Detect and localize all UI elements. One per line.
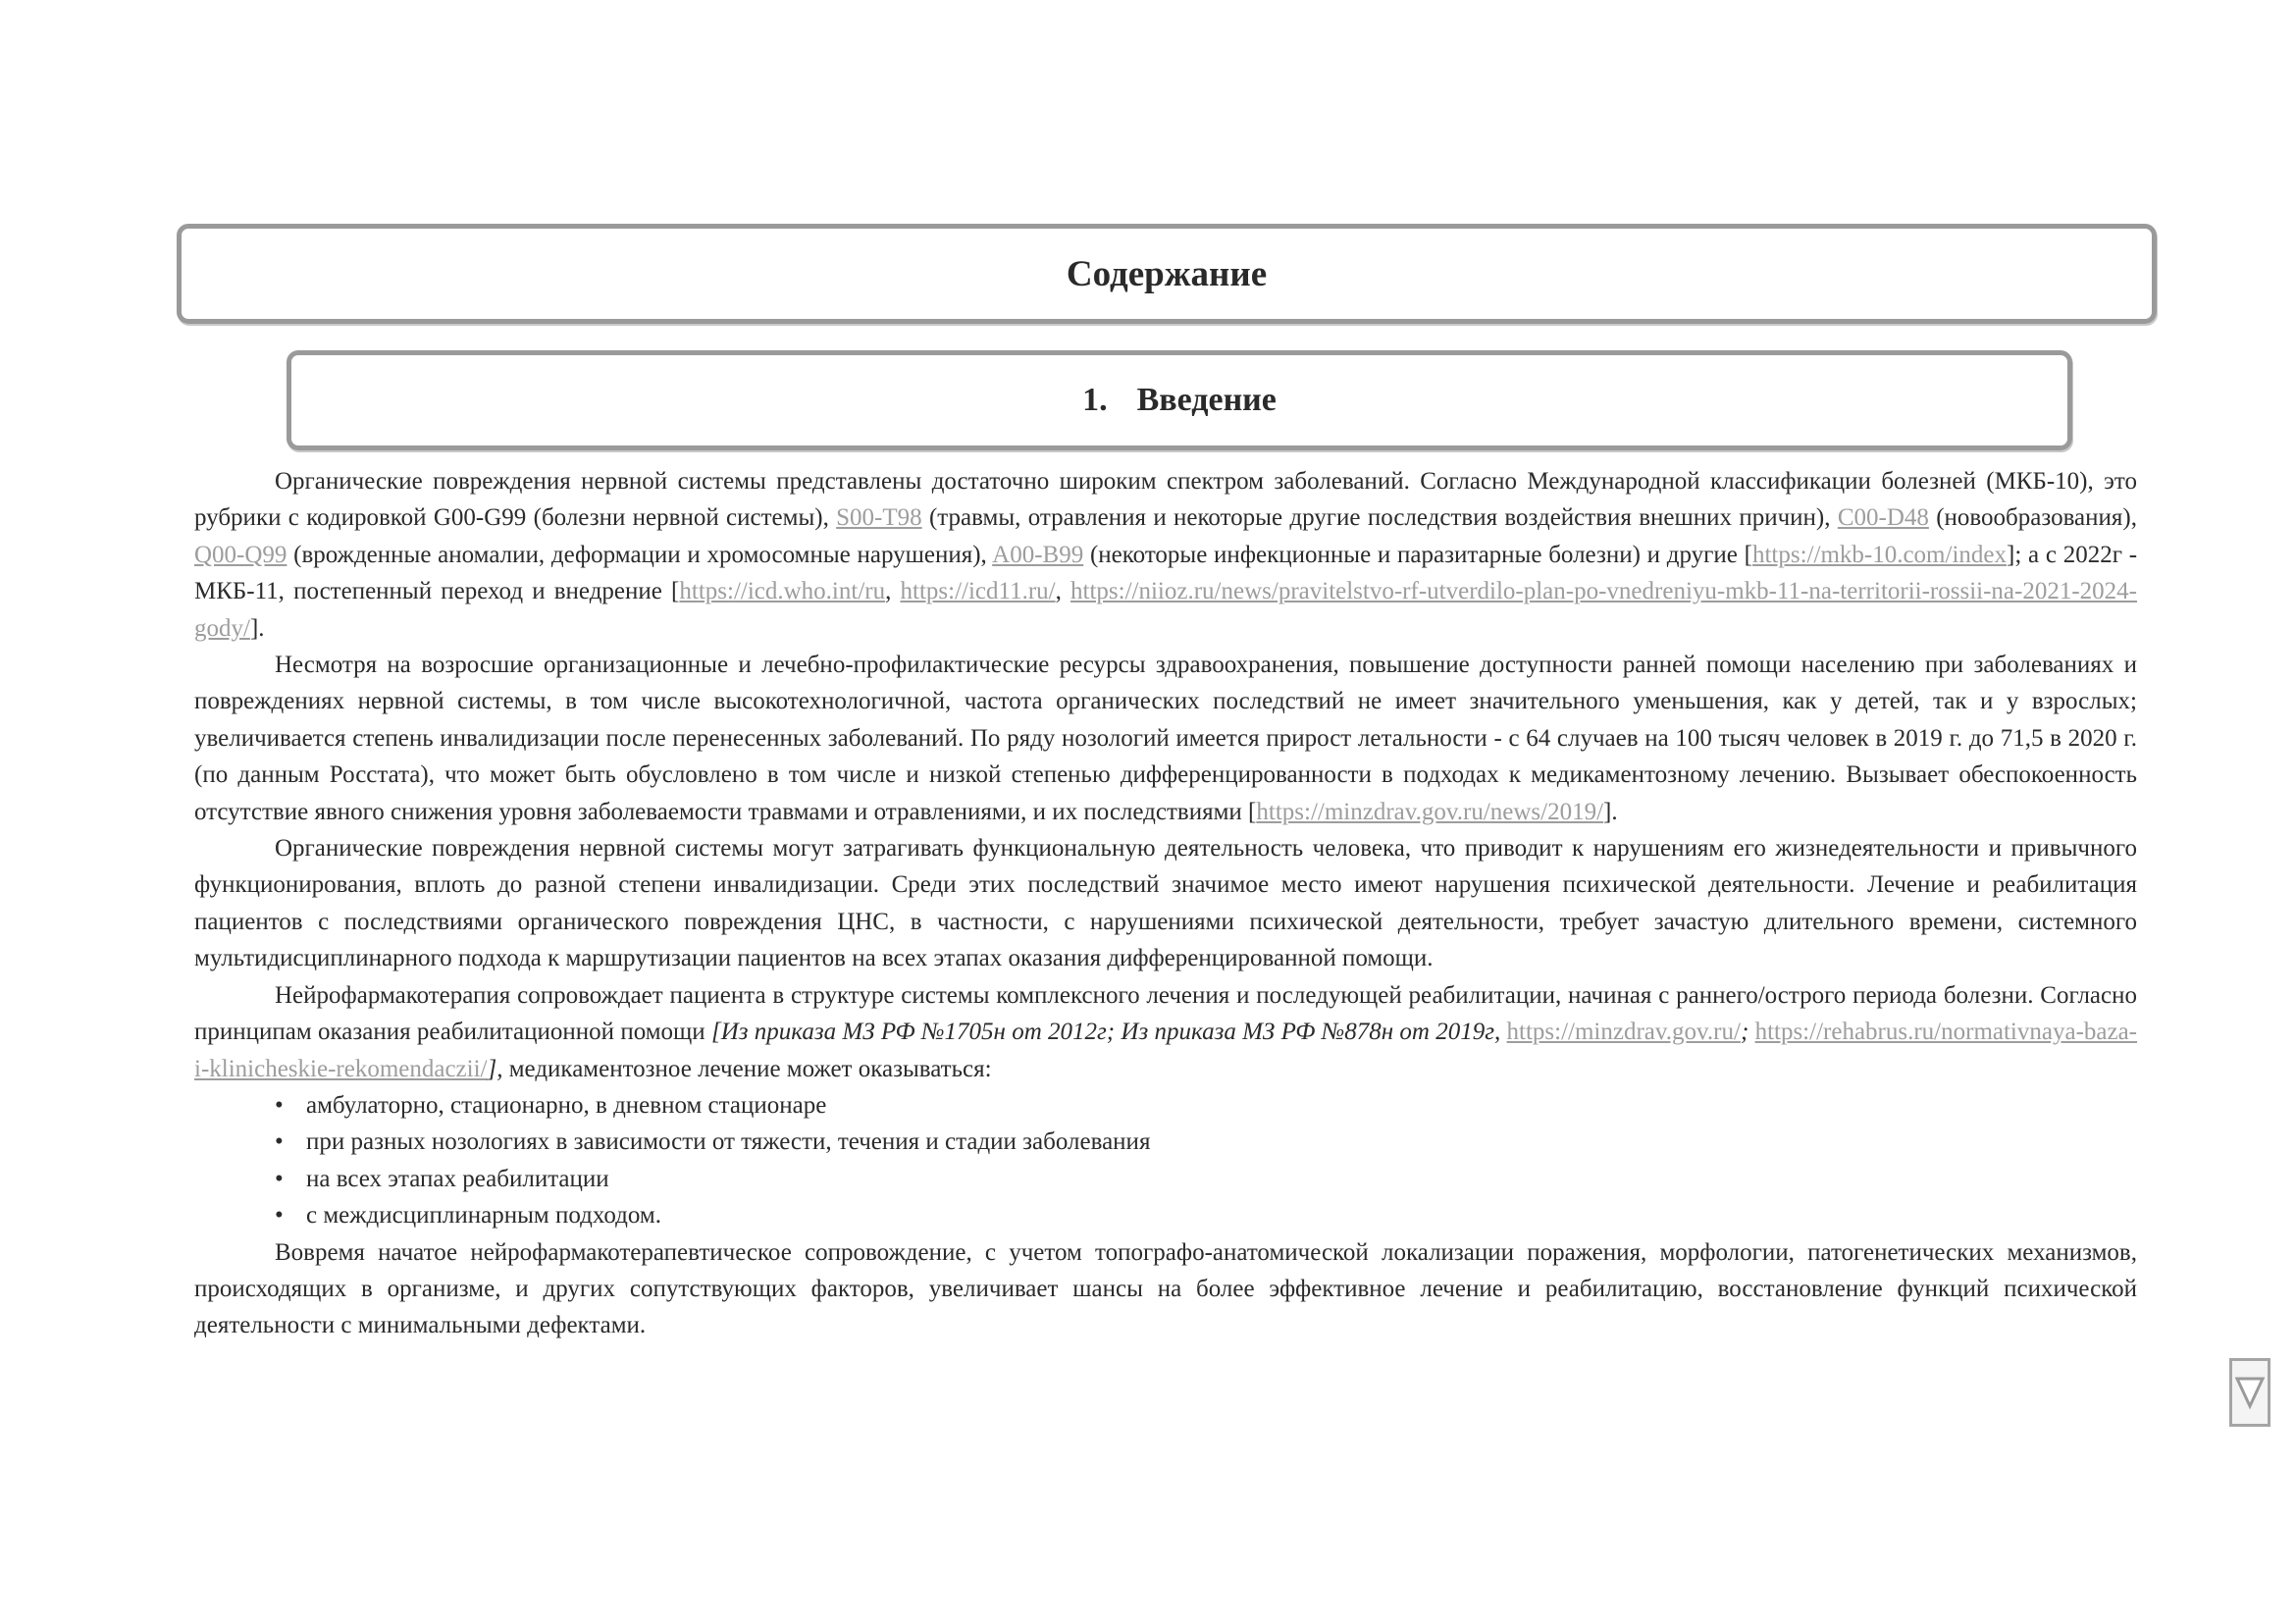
text-run: Органические повреждения нервной системы представлены достаточно широким спектром заболеваний. Согласно Международной классификации болезней (МКБ-10), это рубрики с кодировкой G00-G99 (болезни нервной системы), [194,468,2137,532]
link-a00-b99[interactable]: A00-B99 [992,541,1084,568]
link-icd-who[interactable]: https://icd.who.int/ru [679,578,886,605]
text-run: Нейрофармакотерапия сопровождает пациента в структуре системы комплексного лечения и последующей реабилитации, начиная с раннего/острого периода болезни. Согласно принципам оказания реабилитационной помощи [194,981,2137,1046]
bullet-list [194,1087,2137,1234]
triangle-down-icon [2234,1373,2266,1412]
section-header-box [287,350,2072,450]
document-body [194,463,2137,1344]
section-number: 1. [1082,382,1108,418]
paragraph-statistics [194,647,2137,830]
link-minzdrav[interactable]: https://minzdrav.gov.ru/ [1506,1019,1741,1046]
paragraph-conclusion: Вовремя начатое нейрофармакотерапевтическое сопровождение, с учетом топографо-анатомической локализации поражения, морфологии, патогенетических механизмов, происходящих в организме, и других сопутствующих факторов, увеличивает шансы на более эффективное лечение и реабилитацию, восстановление функций психической деятельности с минимальными дефектами. [194,1238,2137,1339]
text-run: (травмы, отравления и некоторые другие последствия воздействия внешних причин), [921,504,1838,532]
link-c00-d48[interactable]: C00-D48 [1837,504,1929,532]
text-run: Несмотря на возросшие организационные и лечебно-профилактические ресурсы здравоохранения, повышение доступности ранней помощи населению при заболеваниях и повреждениях нервной системы, в том числе высокотехнологичной, частота органических последствий не имеет значительного уменьшения, как у детей, так и у взрослых; увеличивается степень инвалидизации после перенесенных заболеваний. По ряду нозологий имеется прирост летальности - с 64 случаев на 100 тысяч человек в 2019 г. до 71,5 в 2020 г. (по данным Росстата), что может быть обусловлено в том числе и низкой степенью дифференцированности в подходах к медикаментозному лечению. Вызывает обеспокоенность отсутствие явного снижения уровня заболеваемости травмами и отравлениями, и их последствиями [ [194,652,2137,825]
text-run: ]. [1603,798,1618,825]
text-run: (врожденные аномалии, деформации и хромосомные нарушения), [287,541,993,568]
page-title: Содержание [1066,253,1268,294]
italic-run: ; [1740,1019,1755,1046]
text-run: ]; а с 2022г - МКБ-11, постепенный переход и внедрение [ [194,541,2138,605]
italic-run: ], [487,1055,503,1082]
text-run: (новообразования), [1928,504,2137,532]
text-run: , [1055,578,1071,605]
text-run: , [885,578,901,605]
list-item: • с междисциплинарным подходом. [275,1197,2137,1233]
paragraph-consequences: Органические повреждения нервной системы могут затрагивать функциональную деятельность человека, что приводит к нарушениям его жизнедеятельности и привычного функционирования, вплоть до разной степени инвалидизации. Среди этих последствий значимое место имеют нарушения психической деятельности. Лечение и реабилитация пациентов с последствиями органического повреждения ЦНС, в частности, с нарушениями психической деятельности, требует зачастую длительного времени, системного мультидисциплинарного подхода к маршрутизации пациентов на всех этапах оказания дифференцированной помощи. [194,835,2137,972]
link-q00-q99[interactable]: Q00-Q99 [194,541,287,568]
contents-header-box [177,224,2157,324]
italic-run: [Из приказа МЗ РФ №1705н от 2012г; Из приказа МЗ РФ №878н от 2019г, [710,1019,1507,1046]
list-item: • при разных нозологиях в зависимости от тяжести, течения и стадии заболевания [275,1124,2137,1160]
text-run: ]. [249,614,265,642]
section-title [1082,382,1277,419]
text-run: медикаментозное лечение может оказываться: [502,1055,992,1082]
scroll-down-button[interactable] [2229,1358,2270,1427]
paragraph-icd [194,463,2137,647]
link-mkb10[interactable]: https://mkb-10.com/index [1751,541,2007,568]
list-item: • амбулаторно, стационарно, в дневном стационаре [275,1087,2137,1124]
link-rehabrus[interactable]: https://rehabrus.ru/normativnaya-baza-i-klinicheskie-rekomendaczii/ [194,1019,2138,1082]
paragraph-neuropharmacotherapy [194,977,2137,1087]
link-icd11[interactable]: https://icd11.ru/ [900,578,1056,605]
section-title-text: Введение [1136,382,1277,418]
list-item: • на всех этапах реабилитации [275,1161,2137,1197]
link-minzdrav-news[interactable]: https://minzdrav.gov.ru/news/2019/ [1256,798,1604,825]
text-run: (некоторые инфекционные и паразитарные болезни) и другие [ [1083,541,1752,568]
link-niioz[interactable]: https://niioz.ru/news/pravitelstvo-rf-utverdilo-plan-po-vnedreniyu-mkb-11-na-territorii-rossii-na-2021-2024-gody/ [194,578,2138,642]
link-s00-t98[interactable]: S00-T98 [836,504,922,532]
